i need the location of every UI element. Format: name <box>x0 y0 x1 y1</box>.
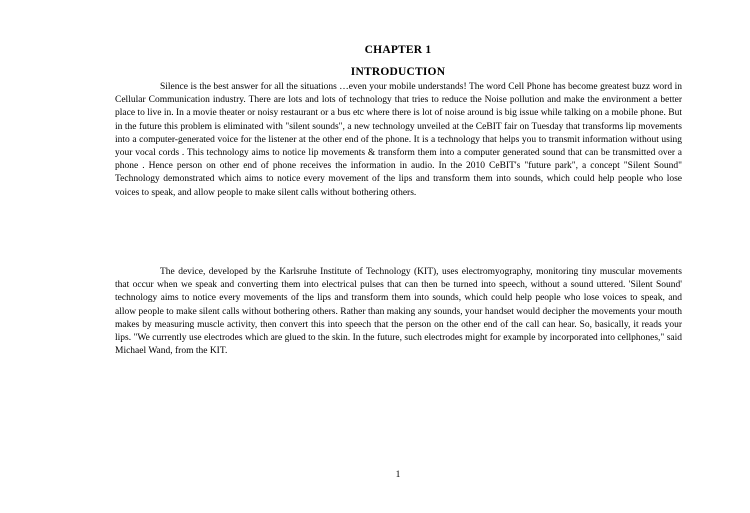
page-number: 1 <box>395 470 401 480</box>
chapter-heading: CHAPTER 1 <box>364 44 432 56</box>
paragraph-text: The device, developed by the Karlsruhe Institute of Technology (KIT), uses electromyography, monitoring tiny muscular movements that occur when we speak and converting them into electrical pulses that can then be turned into speech, without a sound uttered. 'Silent Sound' technology aims to notice every movements of the lips and transform them into sounds, which could help people who lose voices to speak, and allow people to make silent calls without bothering others. Rather than making any sounds, your handset would decipher the movements your mouth makes by measuring muscle activity, then convert this into speech that the person on the other end of the call can hear. So, basically, it reads your lips. "We currently use electrodes which are glued to the skin. In the future, such electrodes might for example by incorporated into cellphones," said Michael Wand, from the KIT. <box>115 267 682 357</box>
paragraph-text: Silence is the best answer for all the situations …even your mobile understands! The word Cell Phone has become greatest buzz word in Cellular Communication industry. There are lots and lots of technology that tries to reduce the Noise pollution and make the environment a better place to live in. In a movie theater or noisy restaurant or a bus etc where there is lot of noise around is big issue while talking on a mobile phone. But in the future this problem is eliminated with "silent sounds", a new technology unveiled at the CeBIT fair on Tuesday that transforms lip movements into a computer-generated voice for the listener at the other end of the phone. It is a technology that helps you to transmit information without using your vocal cords . This technology aims to notice lip movements & transform them into a computer generated sound that can be transmitted over a phone . Hence person on other end of phone receives the information in audio. In the 2010 CeBIT's "future park", a concept "Silent Sound" Technology demonstrated which aims to notice every movement of the lips and transform them into sounds, which could help people who lose voices to speak, and allow people to make silent calls without bothering others. <box>115 82 682 198</box>
body-paragraph-1 <box>115 81 682 200</box>
section-title: INTRODUCTION <box>350 66 446 78</box>
body-paragraph-2 <box>115 266 682 358</box>
